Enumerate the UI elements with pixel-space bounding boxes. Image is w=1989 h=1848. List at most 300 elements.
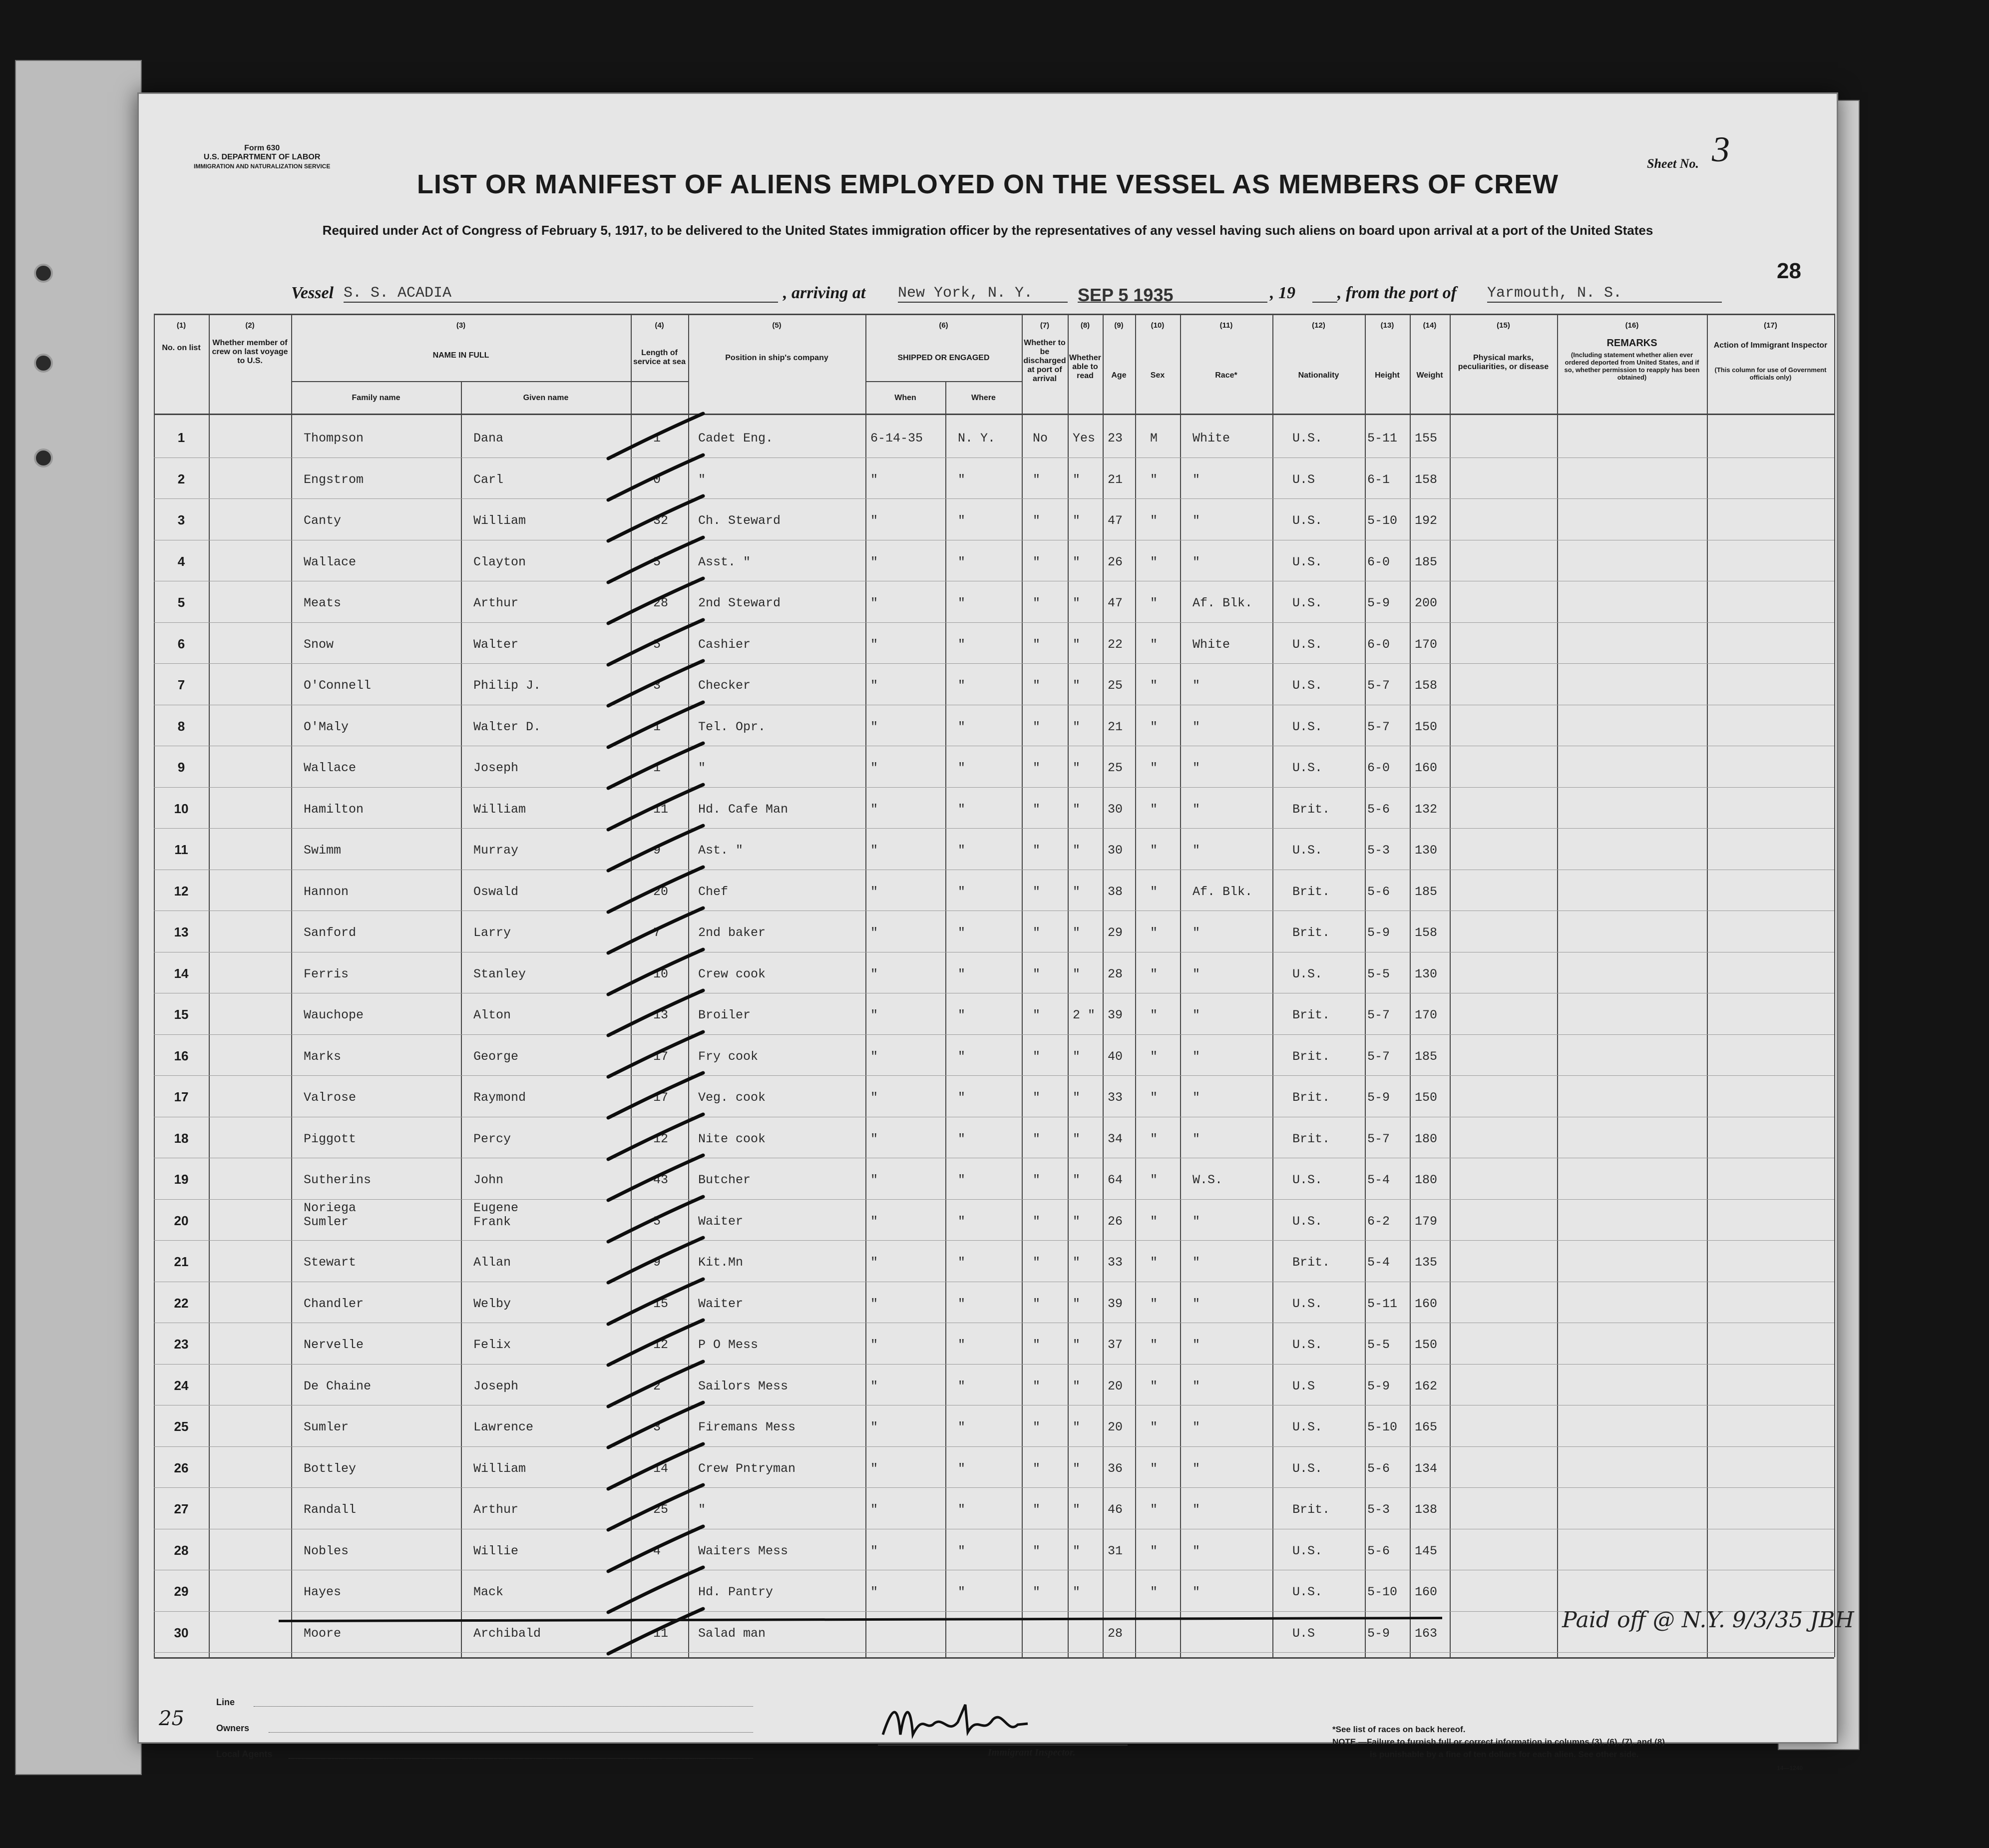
position-cell: Hd. Cafe Man	[698, 802, 789, 817]
discharged-cell: "	[1033, 719, 1041, 734]
owners-field	[269, 1732, 753, 1733]
arriving-port: New York, N. Y.	[898, 285, 1033, 302]
nationality-cell: U.S.	[1292, 1543, 1323, 1558]
given-name-cell: Larry	[473, 925, 511, 940]
header-physical-marks: Physical marks, peculiarities, or disease	[1458, 354, 1549, 371]
table-row	[139, 1199, 1837, 1241]
nationality-cell: U.S	[1292, 1626, 1315, 1641]
height-cell: 5-9	[1367, 1379, 1390, 1393]
weight-cell: 170	[1415, 1008, 1438, 1022]
length-of-service-cell: 12	[653, 1338, 669, 1352]
row-number: 8	[177, 718, 185, 734]
header-shipped-or-engaged: SHIPPED OR ENGAGED	[897, 354, 990, 362]
weight-cell: 138	[1415, 1502, 1438, 1517]
length-of-service-cell: 32	[653, 513, 669, 528]
sex-cell: "	[1150, 966, 1158, 981]
shipped-when-cell: "	[870, 1543, 878, 1558]
weight-cell: 162	[1415, 1379, 1438, 1393]
col-num-12: (12)	[1312, 321, 1325, 330]
length-of-service-cell: 1	[653, 719, 661, 734]
age-cell: 39	[1108, 1008, 1123, 1022]
height-cell: 5-6	[1367, 884, 1390, 899]
shipped-where-cell: "	[958, 802, 966, 817]
height-cell: 5-5	[1367, 1338, 1390, 1352]
sex-cell: "	[1150, 1090, 1158, 1105]
nationality-cell: Brit.	[1292, 802, 1330, 817]
weight-cell: 185	[1415, 1049, 1438, 1064]
shipped-when-cell: "	[870, 1008, 878, 1022]
length-of-service-cell: 14	[653, 1461, 669, 1476]
height-cell: 5-9	[1367, 596, 1390, 610]
row-number: 16	[174, 1048, 189, 1063]
discharged-cell: "	[1033, 1502, 1041, 1517]
race-cell: "	[1193, 554, 1200, 569]
given-name-cell: Welby	[473, 1296, 511, 1311]
nationality-cell: Brit.	[1292, 1255, 1330, 1270]
shipped-where-cell: "	[958, 884, 966, 899]
length-of-service-cell: 13	[653, 1008, 669, 1022]
height-cell: 5-10	[1367, 1585, 1398, 1599]
race-cell: "	[1193, 513, 1200, 528]
given-name-cell: Joseph	[473, 761, 519, 775]
race-cell: "	[1193, 1502, 1200, 1517]
discharged-cell: "	[1033, 1255, 1041, 1270]
shipped-where-cell: "	[958, 1214, 966, 1229]
shipped-when-cell: "	[870, 843, 878, 858]
able-to-read-cell: "	[1073, 1420, 1081, 1434]
sex-cell: "	[1150, 719, 1158, 734]
sex-cell: "	[1150, 1379, 1158, 1393]
race-cell: "	[1193, 925, 1200, 940]
margin-handwriting: 25	[159, 1707, 184, 1730]
header-height: Height	[1375, 371, 1400, 380]
line-label: Line	[216, 1697, 235, 1707]
col-num-14: (14)	[1423, 321, 1437, 330]
nationality-cell: U.S.	[1292, 1585, 1323, 1599]
page-stamp: 28	[1777, 259, 1801, 283]
height-cell: 5-4	[1367, 1173, 1390, 1187]
family-name-cell: Piggott	[304, 1131, 357, 1146]
position-cell: Hd. Pantry	[698, 1585, 774, 1599]
able-to-read-cell: "	[1073, 678, 1081, 693]
line-field	[254, 1706, 753, 1707]
race-cell: "	[1193, 1543, 1200, 1558]
header-crew-last-voyage: Whether member of crew on last voyage to U.S.	[212, 339, 288, 365]
row-number: 2	[177, 471, 185, 486]
sex-cell: "	[1150, 596, 1158, 610]
nationality-cell: Brit.	[1292, 1090, 1330, 1105]
family-name-cell: Thompson	[304, 431, 364, 446]
col-num-1: (1)	[176, 321, 186, 330]
nationality-cell: Brit.	[1292, 1049, 1330, 1064]
shipped-where-cell: "	[958, 1502, 966, 1517]
shipped-when-cell: "	[870, 1420, 878, 1434]
age-cell: 30	[1108, 802, 1123, 817]
shipped-when-cell: "	[870, 1296, 878, 1311]
age-cell: 64	[1108, 1173, 1123, 1187]
manifest-subtitle: Required under Act of Congress of February 5, 1917, to be delivered to the United States immigration officer by the representatives of any vessel having such aliens on board upon arrival at a port of the United States	[322, 223, 1653, 238]
able-to-read-cell: "	[1073, 1173, 1081, 1187]
row-number: 29	[174, 1584, 189, 1599]
able-to-read-cell: "	[1073, 966, 1081, 981]
able-to-read-cell: "	[1073, 1049, 1081, 1064]
race-cell: "	[1193, 1049, 1200, 1064]
discharged-cell: "	[1033, 1338, 1041, 1352]
table-row	[139, 1323, 1837, 1364]
age-cell: 37	[1108, 1338, 1123, 1352]
family-name-cell: Snow	[304, 637, 334, 652]
race-cell: "	[1193, 1008, 1200, 1022]
given-name-cell: Carl	[473, 472, 504, 487]
discharged-cell: "	[1033, 1090, 1041, 1105]
penalty-note-cont: is punishable by a fine of ten dollars for each alien. See other side.	[1370, 1750, 1639, 1759]
position-cell: Ch. Steward	[698, 513, 781, 528]
row-number: 5	[177, 595, 185, 610]
col-num-15: (15)	[1497, 321, 1510, 330]
col-num-10: (10)	[1151, 321, 1165, 330]
race-cell: "	[1193, 1461, 1200, 1476]
sex-cell: "	[1150, 884, 1158, 899]
position-cell: Salad man	[698, 1626, 766, 1641]
length-of-service-cell: 9	[653, 1255, 661, 1270]
family-name-cell: Bottley	[304, 1461, 357, 1476]
header-discharged: Whether to be discharged at port of arrival	[1023, 339, 1066, 383]
weight-cell: 179	[1415, 1214, 1438, 1229]
age-cell: 34	[1108, 1131, 1123, 1146]
position-cell: Waiter	[698, 1214, 744, 1229]
shipped-when-cell: "	[870, 472, 878, 487]
given-name-cell: Alton	[473, 1008, 511, 1022]
weight-cell: 180	[1415, 1131, 1438, 1146]
row-number: 13	[174, 924, 189, 939]
sex-cell: "	[1150, 925, 1158, 940]
height-cell: 5-6	[1367, 1543, 1390, 1558]
race-cell: W.S.	[1193, 1173, 1223, 1187]
row-number: 12	[174, 883, 189, 899]
able-to-read-cell: "	[1073, 1502, 1081, 1517]
age-cell: 39	[1108, 1296, 1123, 1311]
discharged-cell: "	[1033, 1461, 1041, 1476]
nationality-cell: U.S.	[1292, 554, 1323, 569]
able-to-read-cell: "	[1073, 596, 1081, 610]
height-cell: 5-9	[1367, 1090, 1390, 1105]
able-to-read-cell: "	[1073, 1296, 1081, 1311]
table-row	[139, 1446, 1837, 1488]
table-bottom-border	[154, 1657, 1834, 1659]
sex-cell: "	[1150, 1338, 1158, 1352]
age-cell: 26	[1108, 554, 1123, 569]
length-of-service-cell: 5	[653, 637, 661, 652]
able-to-read-cell: "	[1073, 1131, 1081, 1146]
height-cell: 5-9	[1367, 925, 1390, 940]
given-name-cell: Percy	[473, 1131, 511, 1146]
length-of-service-cell: 7	[653, 925, 661, 940]
row-number: 21	[174, 1254, 189, 1269]
length-of-service-cell: 5	[653, 1214, 661, 1229]
discharged-cell: "	[1033, 1585, 1041, 1599]
length-of-service-cell: 3	[653, 1420, 661, 1434]
header-no-on-list: No. on list	[162, 344, 201, 352]
family-name-cell: Noriega Sumler	[304, 1200, 357, 1229]
punch-hole	[34, 354, 53, 373]
table-row	[139, 705, 1837, 746]
sex-cell: "	[1150, 1049, 1158, 1064]
given-name-cell: Willie	[473, 1543, 519, 1558]
weight-cell: 134	[1415, 1461, 1438, 1476]
given-name-cell: Walter D.	[473, 719, 541, 734]
table-row	[139, 1117, 1837, 1158]
header-length-of-service: Length of service at sea	[633, 349, 686, 366]
shipped-where-cell: "	[958, 554, 966, 569]
shipped-where-cell: "	[958, 925, 966, 940]
row-number: 10	[174, 801, 189, 816]
given-name-cell: Lawrence	[473, 1420, 534, 1434]
header-weight: Weight	[1416, 371, 1443, 380]
age-cell: 40	[1108, 1049, 1123, 1064]
row-number: 23	[174, 1337, 189, 1352]
age-cell: 20	[1108, 1420, 1123, 1434]
race-cell: "	[1193, 1338, 1200, 1352]
weight-cell: 150	[1415, 1090, 1438, 1105]
from-field	[1487, 285, 1722, 303]
weight-cell: 160	[1415, 1296, 1438, 1311]
nationality-cell: U.S.	[1292, 1461, 1323, 1476]
sex-cell: "	[1150, 1131, 1158, 1146]
discharged-cell: "	[1033, 678, 1041, 693]
sex-cell: "	[1150, 1255, 1158, 1270]
row-rule	[154, 1652, 1834, 1653]
shipped-where-cell: "	[958, 1255, 966, 1270]
table-row	[139, 1075, 1837, 1117]
position-cell: Crew Pntryman	[698, 1461, 796, 1476]
sex-cell: "	[1150, 1502, 1158, 1517]
race-cell: White	[1193, 431, 1230, 446]
given-name-cell: George	[473, 1049, 519, 1064]
arrival-date-stamp: SEP 5 1935	[1078, 285, 1174, 305]
race-cell: "	[1193, 719, 1200, 734]
sex-cell: "	[1150, 1173, 1158, 1187]
weight-cell: 170	[1415, 637, 1438, 652]
row-number: 11	[174, 842, 188, 857]
shipped-subheader-line	[865, 381, 1022, 382]
sex-cell: "	[1150, 1543, 1158, 1558]
sex-cell: "	[1150, 1008, 1158, 1022]
weight-cell: 200	[1415, 596, 1438, 610]
nationality-cell: U.S	[1292, 1379, 1315, 1393]
row-number: 26	[174, 1460, 189, 1475]
age-cell: 30	[1108, 843, 1123, 858]
family-name-cell: Hamilton	[304, 802, 364, 817]
height-cell: 5-10	[1367, 513, 1398, 528]
table-row	[139, 540, 1837, 581]
col-num-13: (13)	[1380, 321, 1394, 330]
discharged-cell: "	[1033, 1131, 1041, 1146]
weight-cell: 192	[1415, 513, 1438, 528]
able-to-read-cell: "	[1073, 1585, 1081, 1599]
race-cell: "	[1193, 1255, 1200, 1270]
nationality-cell: Brit.	[1292, 1131, 1330, 1146]
col-num-8: (8)	[1080, 321, 1090, 330]
col-num-9: (9)	[1114, 321, 1124, 330]
height-cell: 5-7	[1367, 719, 1390, 734]
sex-cell: "	[1150, 554, 1158, 569]
department: U.S. DEPARTMENT OF LABOR	[203, 153, 321, 161]
row-number: 30	[174, 1625, 189, 1640]
from-label: , from the port of	[1337, 284, 1457, 302]
position-cell: Nite cook	[698, 1131, 766, 1146]
table-row	[139, 1364, 1837, 1405]
weight-cell: 130	[1415, 966, 1438, 981]
nationality-cell: U.S.	[1292, 637, 1323, 652]
age-cell: 25	[1108, 761, 1123, 775]
family-name-cell: Moore	[304, 1626, 342, 1641]
table-row	[139, 828, 1837, 870]
length-of-service-cell: 9	[653, 843, 661, 858]
age-cell: 28	[1108, 966, 1123, 981]
header-race: Race*	[1215, 371, 1237, 380]
shipped-where-cell: "	[958, 966, 966, 981]
position-cell: Ast. "	[698, 843, 744, 858]
sex-cell: "	[1150, 1461, 1158, 1476]
table-row	[139, 993, 1837, 1034]
age-cell: 36	[1108, 1461, 1123, 1476]
nationality-cell: U.S.	[1292, 596, 1323, 610]
family-name-cell: Sumler	[304, 1420, 349, 1434]
table-row	[139, 1487, 1837, 1529]
table-row	[139, 1570, 1837, 1611]
shipped-when-cell: "	[870, 1255, 878, 1270]
height-cell: 5-6	[1367, 802, 1390, 817]
row-number: 3	[177, 512, 185, 527]
given-name-cell: Murray	[473, 843, 519, 858]
year-label: , 19	[1270, 284, 1295, 302]
position-cell: Waiters Mess	[698, 1543, 789, 1558]
header-age: Age	[1111, 371, 1127, 380]
family-name-cell: Valrose	[304, 1090, 357, 1105]
length-of-service-cell: 5	[653, 554, 661, 569]
table-row	[139, 458, 1837, 499]
given-name-cell: Oswald	[473, 884, 519, 899]
shipped-when-cell: "	[870, 719, 878, 734]
print-code: 14—1240	[1777, 1765, 1803, 1772]
shipped-when-cell: "	[870, 1379, 878, 1393]
family-name-cell: Wallace	[304, 554, 357, 569]
nationality-cell: U.S.	[1292, 719, 1323, 734]
position-cell: "	[698, 761, 706, 775]
table-row	[139, 663, 1837, 705]
col-num-6: (6)	[939, 321, 948, 330]
inspector-line	[878, 1745, 1128, 1746]
paid-off-remark: Paid off @ N.Y. 9/3/35 JBH	[1562, 1607, 1854, 1633]
weight-cell: 130	[1415, 843, 1438, 858]
shipped-where-cell: "	[958, 637, 966, 652]
date-field	[1078, 285, 1267, 303]
length-of-service-cell: 17	[653, 1049, 669, 1064]
col-num-3: (3)	[456, 321, 466, 330]
shipped-when-cell: "	[870, 1173, 878, 1187]
sex-cell: "	[1150, 802, 1158, 817]
discharged-cell: "	[1033, 1543, 1041, 1558]
age-cell: 25	[1108, 678, 1123, 693]
race-cell: "	[1193, 472, 1200, 487]
col-num-5: (5)	[772, 321, 782, 330]
nationality-cell: U.S.	[1292, 431, 1323, 446]
length-of-service-cell: 15	[653, 1296, 669, 1311]
position-cell: "	[698, 1502, 706, 1517]
length-of-service-cell: 4	[653, 1543, 661, 1558]
race-cell: White	[1193, 637, 1230, 652]
shipped-when-cell: "	[870, 1502, 878, 1517]
age-cell: 29	[1108, 925, 1123, 940]
row-number: 24	[174, 1378, 189, 1393]
able-to-read-cell: "	[1073, 1090, 1081, 1105]
length-of-service-cell: 28	[653, 596, 669, 610]
row-number: 1	[177, 430, 185, 445]
header-sex: Sex	[1150, 371, 1165, 380]
length-of-service-cell: 0	[653, 472, 661, 487]
position-cell: Veg. cook	[698, 1090, 766, 1105]
shipped-where-cell: "	[958, 1543, 966, 1558]
table-top-border	[154, 314, 1834, 315]
header-inspector-note: (This column for use of Government officials only)	[1714, 366, 1827, 381]
height-cell: 6-1	[1367, 472, 1390, 487]
age-cell: 38	[1108, 884, 1123, 899]
given-name-cell: William	[473, 513, 526, 528]
weight-cell: 165	[1415, 1420, 1438, 1434]
position-cell: Cadet Eng.	[698, 431, 774, 446]
nationality-cell: U.S.	[1292, 966, 1323, 981]
discharged-cell: "	[1033, 1008, 1041, 1022]
length-of-service-cell: 12	[653, 1131, 669, 1146]
sex-cell: "	[1150, 1214, 1158, 1229]
discharged-cell: "	[1033, 1379, 1041, 1393]
weight-cell: 185	[1415, 554, 1438, 569]
race-cell: "	[1193, 1131, 1200, 1146]
position-cell: Sailors Mess	[698, 1379, 789, 1393]
shipped-when-cell: "	[870, 1049, 878, 1064]
weight-cell: 132	[1415, 802, 1438, 817]
age-cell: 26	[1108, 1214, 1123, 1229]
row-number: 4	[177, 553, 185, 569]
race-cell: "	[1193, 1296, 1200, 1311]
header-nationality: Nationality	[1298, 371, 1339, 380]
age-cell: 23	[1108, 431, 1123, 446]
family-name-cell: Nervelle	[304, 1338, 364, 1352]
nationality-cell: Brit.	[1292, 1502, 1330, 1517]
shipped-where-cell: "	[958, 1420, 966, 1434]
discharged-cell: "	[1033, 1173, 1041, 1187]
race-cell: "	[1193, 1585, 1200, 1599]
age-cell: 22	[1108, 637, 1123, 652]
shipped-when-cell: "	[870, 966, 878, 981]
discharged-cell: "	[1033, 884, 1041, 899]
sex-cell: "	[1150, 1296, 1158, 1311]
position-cell: 2nd baker	[698, 925, 766, 940]
punch-hole	[34, 264, 53, 283]
nationality-cell: U.S.	[1292, 678, 1323, 693]
row-number: 18	[174, 1130, 189, 1146]
able-to-read-cell: Yes	[1073, 431, 1096, 446]
position-cell: Fry cook	[698, 1049, 759, 1064]
shipped-where-cell: "	[958, 1585, 966, 1599]
table-row	[139, 1405, 1837, 1446]
row-number: 14	[174, 965, 189, 981]
age-cell: 21	[1108, 719, 1123, 734]
able-to-read-cell: "	[1073, 884, 1081, 899]
family-name-cell: Nobles	[304, 1543, 349, 1558]
race-cell: "	[1193, 1420, 1200, 1434]
col-num-2: (2)	[245, 321, 255, 330]
